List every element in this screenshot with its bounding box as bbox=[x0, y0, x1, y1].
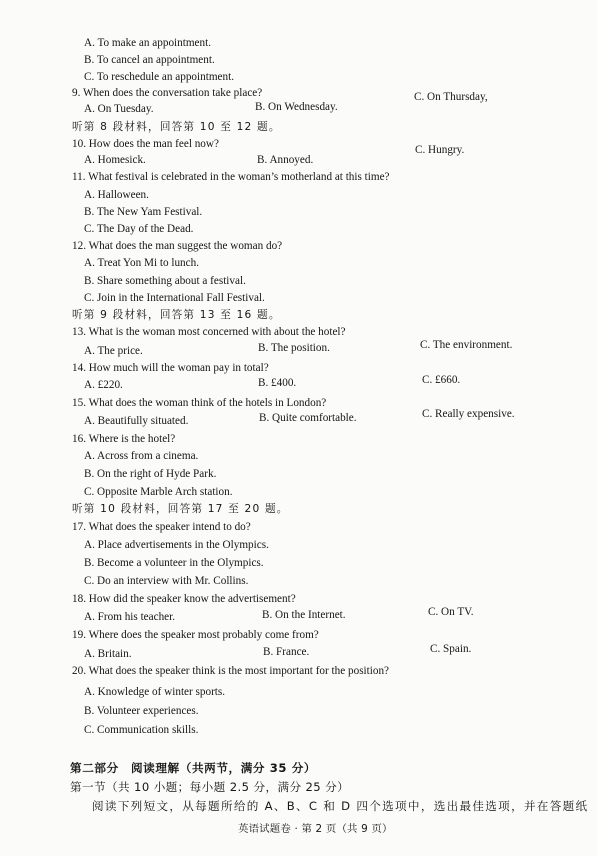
question-16: 16. Where is the hotel? bbox=[72, 433, 176, 445]
q8-option-b: B. To cancel an appointment. bbox=[84, 54, 215, 66]
q12-option-b: B. Share something about a festival. bbox=[84, 275, 246, 287]
q10-option-c: C. Hungry. bbox=[415, 144, 465, 156]
question-15: 15. What does the woman think of the hotels in London? bbox=[72, 397, 327, 409]
q10-option-b: B. Annoyed. bbox=[257, 154, 314, 166]
q12-option-c: C. Join in the International Fall Festival. bbox=[84, 292, 265, 304]
q17-option-b: B. Become a volunteer in the Olympics. bbox=[84, 557, 264, 569]
q15-option-c: C. Really expensive. bbox=[422, 408, 515, 420]
q20-option-a: A. Knowledge of winter sports. bbox=[84, 686, 226, 698]
question-20: 20. What does the speaker think is the most important for the position? bbox=[72, 665, 390, 677]
question-17: 17. What does the speaker intend to do? bbox=[72, 521, 251, 533]
q13-option-a: A. The price. bbox=[84, 345, 143, 357]
q17-option-a: A. Place advertisements in the Olympics. bbox=[84, 539, 269, 551]
question-12: 12. What does the man suggest the woman do? bbox=[72, 240, 283, 252]
section-instruction-9: 听第 9 段材料，回答第 13 至 16 题。 bbox=[72, 309, 281, 321]
q11-option-b: B. The New Yam Festival. bbox=[84, 206, 203, 218]
q8-option-c: C. To reschedule an appointment. bbox=[84, 71, 235, 83]
q12-option-a: A. Treat Yon Mi to lunch. bbox=[84, 257, 200, 269]
q9-option-c: C. On Thursday, bbox=[414, 91, 488, 103]
part-two-heading: 第二部分 阅读理解（共两节，满分 35 分） bbox=[70, 761, 317, 775]
q20-option-b: B. Volunteer experiences. bbox=[84, 705, 199, 717]
q9-option-b: B. On Wednesday. bbox=[255, 101, 338, 113]
page-footer: 英语试题卷 · 第 2 页（共 9 页） bbox=[238, 823, 393, 835]
q16-option-c: C. Opposite Marble Arch station. bbox=[84, 486, 233, 498]
q20-option-c: C. Communication skills. bbox=[84, 724, 199, 736]
q19-option-c: C. Spain. bbox=[430, 643, 472, 655]
question-18: 18. How did the speaker know the advertisement? bbox=[72, 593, 296, 605]
question-13: 13. What is the woman most concerned with about the hotel? bbox=[72, 326, 346, 338]
q14-option-c: C. £660. bbox=[422, 374, 461, 386]
question-10: 10. How does the man feel now? bbox=[72, 138, 219, 150]
q13-option-c: C. The environment. bbox=[420, 339, 513, 351]
section-instruction-8: 听第 8 段材料，回答第 10 至 12 题。 bbox=[72, 121, 281, 133]
question-19: 19. Where does the speaker most probably come from? bbox=[72, 629, 319, 641]
q18-option-b: B. On the Internet. bbox=[262, 609, 346, 621]
section-one-heading: 第一节（共 10 小题；每小题 2.5 分，满分 25 分） bbox=[70, 780, 350, 794]
q11-option-c: C. The Day of the Dead. bbox=[84, 223, 194, 235]
question-9: 9. When does the conversation take place? bbox=[72, 87, 263, 99]
q13-option-b: B. The position. bbox=[258, 342, 330, 354]
q19-option-a: A. Britain. bbox=[84, 648, 132, 660]
q15-option-b: B. Quite comfortable. bbox=[259, 412, 357, 424]
reading-instruction: 阅读下列短文，从每题所给的 A、B、C 和 D 四个选项中，选出最佳选项，并在答题纸 bbox=[92, 799, 589, 813]
q19-option-b: B. France. bbox=[263, 646, 310, 658]
q17-option-c: C. Do an interview with Mr. Collins. bbox=[84, 575, 249, 587]
q9-option-a: A. On Tuesday. bbox=[84, 103, 154, 115]
q16-option-b: B. On the right of Hyde Park. bbox=[84, 468, 217, 480]
question-11: 11. What festival is celebrated in the woman’s motherland at this time? bbox=[72, 171, 390, 183]
q14-option-b: B. £400. bbox=[258, 377, 297, 389]
q18-option-c: C. On TV. bbox=[428, 606, 474, 618]
q18-option-a: A. From his teacher. bbox=[84, 611, 176, 623]
q8-option-a: A. To make an appointment. bbox=[84, 37, 212, 49]
q15-option-a: A. Beautifully situated. bbox=[84, 415, 189, 427]
question-14: 14. How much will the woman pay in total? bbox=[72, 362, 269, 374]
q14-option-a: A. £220. bbox=[84, 379, 123, 391]
q10-option-a: A. Homesick. bbox=[84, 154, 146, 166]
q16-option-a: A. Across from a cinema. bbox=[84, 450, 199, 462]
q11-option-a: A. Halloween. bbox=[84, 189, 149, 201]
section-instruction-10: 听第 10 段材料，回答第 17 至 20 题。 bbox=[72, 503, 289, 515]
